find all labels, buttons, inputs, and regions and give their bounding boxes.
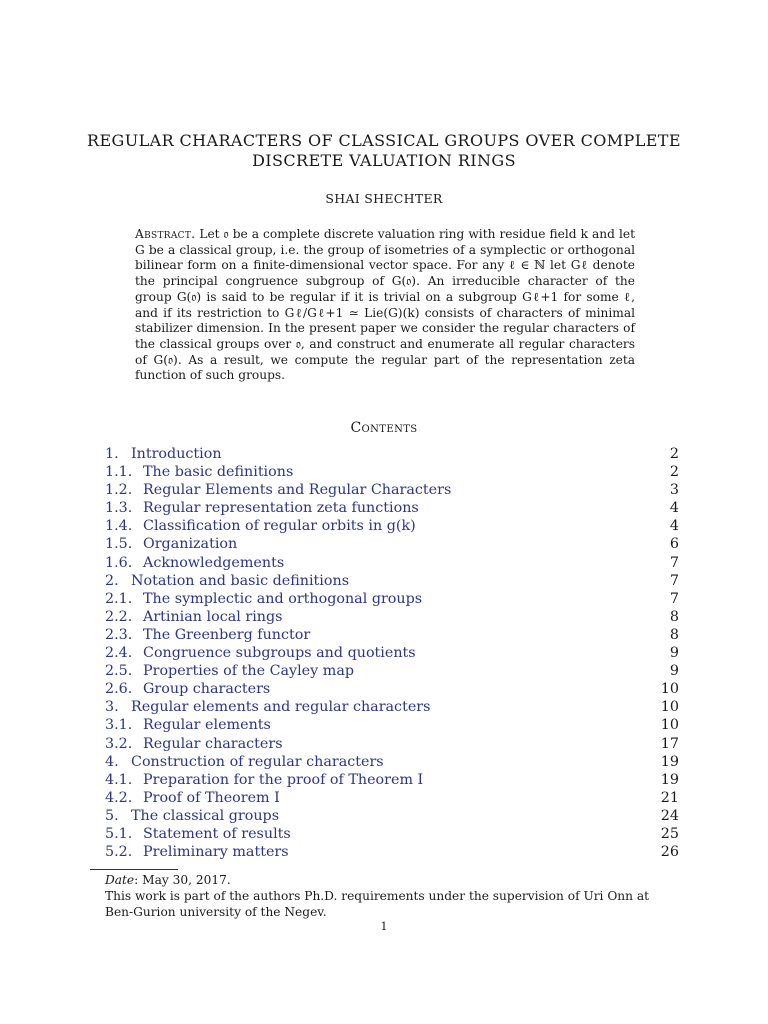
- title-line-1: REGULAR CHARACTERS OF CLASSICAL GROUPS OVER COMPLETE: [87, 131, 681, 150]
- toc-entry-title[interactable]: Notation and basic definitions: [131, 572, 350, 589]
- toc-entry-title[interactable]: Group characters: [143, 681, 271, 698]
- toc-entry-title[interactable]: The symplectic and orthogonal groups: [143, 590, 423, 607]
- toc-entry-number: 1.1.: [105, 464, 133, 481]
- toc-entry-number: 4.1.: [105, 771, 133, 788]
- footnote-rule: [90, 869, 178, 870]
- toc-entry-title[interactable]: Acknowledgements: [143, 554, 285, 571]
- toc-entry-number: 2.4.: [105, 645, 133, 662]
- date-label: Date: [105, 873, 135, 887]
- toc-entry[interactable]: [105, 735, 679, 753]
- toc-entry-title[interactable]: Classification of regular orbits in g(k): [143, 518, 416, 535]
- toc-entry-page: 17: [660, 735, 679, 752]
- author-name: SHAI SHECHTER: [325, 191, 443, 206]
- toc-entry[interactable]: [105, 626, 679, 644]
- toc-entry-title[interactable]: The basic definitions: [143, 464, 294, 481]
- toc-entry-page: 24: [660, 807, 679, 824]
- toc-entry-page: 3: [669, 482, 679, 499]
- toc-entry-page: 19: [660, 771, 679, 788]
- toc-entry-number: 1.6.: [105, 554, 133, 571]
- toc-entry-title[interactable]: Preliminary matters: [143, 844, 289, 861]
- toc-entry-number: 3.2.: [105, 735, 133, 752]
- toc-entry-title[interactable]: Construction of regular characters: [131, 753, 384, 770]
- abstract: [135, 227, 635, 384]
- toc-entry-title[interactable]: Regular Elements and Regular Characters: [143, 482, 452, 499]
- toc-entry-number: 2.3.: [105, 626, 133, 643]
- footnote-date: [90, 872, 678, 888]
- toc-entry-title[interactable]: Properties of the Cayley map: [143, 663, 354, 680]
- toc-entry-page: 25: [660, 825, 679, 842]
- toc-entry-page: 10: [660, 717, 679, 734]
- toc-entry-number: 4.: [105, 753, 119, 770]
- toc-entry[interactable]: [105, 644, 679, 662]
- abstract-text: Let 𝔬 be a complete discrete valuation ring with residue field k and let G be a classical group, i.e. the group of isometries of a symplectic or orthogonal bilinear form on a finite-dimensional vector space. For any ℓ ∈ ℕ let Gℓ denote the principal congruence subgroup of G(𝔬). An irreducible character of the group G(𝔬) is said to be regular if it is trivial on a subgroup Gℓ+1 for some ℓ, and if its restriction to Gℓ/Gℓ+1 ≃ Lie(G)(k) consists of characters of minimal stabilizer dimension. In the present paper we consider the regular characters of the classical groups over 𝔬, and construct and enumerate all regular characters of G(𝔬). As a result, we compute the regular part of the representation zeta function of such groups.: [135, 227, 635, 383]
- toc-entry[interactable]: [105, 499, 679, 517]
- toc-entry-number: 2.6.: [105, 681, 133, 698]
- toc-entry-page: 10: [660, 699, 679, 716]
- toc-entry-title[interactable]: Organization: [143, 536, 238, 553]
- toc-entry-page: 7: [669, 590, 679, 607]
- footnote-note: This work is part of the authors Ph.D. requirements under the supervision of Uri Onn at Ben-Gurion university of the Negev.: [105, 889, 650, 919]
- table-of-contents: [105, 445, 679, 861]
- paper-title: [60, 131, 708, 171]
- toc-entry[interactable]: [105, 517, 679, 535]
- toc-entry-title[interactable]: Artinian local rings: [143, 608, 283, 625]
- contents-heading: Contents: [350, 420, 418, 436]
- toc-entry[interactable]: [105, 789, 679, 807]
- toc-entry[interactable]: [105, 680, 679, 698]
- toc-entry-page: 8: [669, 608, 679, 625]
- page-number: 1: [380, 920, 388, 933]
- toc-entry-number: 2.5.: [105, 663, 133, 680]
- toc-entry[interactable]: [105, 662, 679, 680]
- title-line-2: DISCRETE VALUATION RINGS: [252, 151, 516, 170]
- toc-entry[interactable]: [105, 608, 679, 626]
- toc-entry-page: 2: [669, 464, 679, 481]
- footnote: [90, 872, 678, 920]
- toc-entry-number: 2.1.: [105, 590, 133, 607]
- toc-entry-number: 1.2.: [105, 482, 133, 499]
- toc-entry-title[interactable]: Regular representation zeta functions: [143, 500, 419, 517]
- toc-entry[interactable]: [105, 807, 679, 825]
- toc-entry-number: 3.: [105, 699, 119, 716]
- toc-entry-title[interactable]: Regular characters: [143, 735, 283, 752]
- toc-entry[interactable]: [105, 698, 679, 716]
- toc-entry-title[interactable]: Regular elements and regular characters: [131, 699, 431, 716]
- date-value: : May 30, 2017.: [134, 873, 231, 887]
- toc-entry-page: 21: [660, 789, 679, 806]
- abstract-label: Abstract.: [135, 227, 196, 241]
- toc-entry-page: 7: [669, 572, 679, 589]
- toc-entry-number: 2.: [105, 572, 119, 589]
- toc-entry[interactable]: [105, 590, 679, 608]
- toc-entry-title[interactable]: Proof of Theorem I: [143, 789, 280, 806]
- toc-entry-title[interactable]: Regular elements: [143, 717, 271, 734]
- toc-entry-page: 4: [669, 518, 679, 535]
- toc-entry-title[interactable]: Congruence subgroups and quotients: [143, 645, 416, 662]
- toc-entry-number: 1.5.: [105, 536, 133, 553]
- toc-entry[interactable]: [105, 825, 679, 843]
- toc-entry-number: 5.1.: [105, 825, 133, 842]
- toc-entry-number: 1.3.: [105, 500, 133, 517]
- toc-entry-page: 19: [660, 753, 679, 770]
- toc-entry-title[interactable]: The classical groups: [131, 807, 280, 824]
- toc-entry-number: 1.: [105, 446, 119, 462]
- toc-entry-number: 3.1.: [105, 717, 133, 734]
- toc-entry-number: 4.2.: [105, 789, 133, 806]
- toc-entry[interactable]: [105, 753, 679, 771]
- toc-entry[interactable]: [105, 771, 679, 789]
- toc-entry-number: 1.4.: [105, 518, 133, 535]
- toc-entry[interactable]: [105, 463, 679, 481]
- toc-entry-page: 9: [669, 663, 679, 680]
- toc-entry-title[interactable]: Preparation for the proof of Theorem I: [143, 771, 424, 788]
- toc-entry-page: 7: [669, 554, 679, 571]
- toc-entry[interactable]: [105, 716, 679, 734]
- toc-entry[interactable]: [105, 481, 679, 499]
- toc-entry[interactable]: [105, 535, 679, 553]
- toc-entry-number: 5.: [105, 807, 119, 824]
- toc-entry-page: 9: [669, 645, 679, 662]
- toc-entry[interactable]: [105, 445, 679, 463]
- toc-entry-number: 2.2.: [105, 608, 133, 625]
- toc-entry[interactable]: [105, 554, 679, 572]
- toc-entry-page: 10: [660, 681, 679, 698]
- toc-entry-page: 2: [669, 446, 679, 462]
- toc-entry-page: 26: [660, 844, 679, 861]
- toc-entry-title[interactable]: The Greenberg functor: [143, 626, 311, 643]
- toc-entry[interactable]: [105, 572, 679, 590]
- toc-entry-page: 4: [669, 500, 679, 517]
- toc-entry-number: 5.2.: [105, 844, 133, 861]
- toc-entry-title[interactable]: Introduction: [131, 446, 222, 462]
- toc-entry-page: 6: [669, 536, 679, 553]
- toc-entry-page: 8: [669, 626, 679, 643]
- toc-entry-title[interactable]: Statement of results: [143, 825, 291, 842]
- toc-entry[interactable]: [105, 843, 679, 861]
